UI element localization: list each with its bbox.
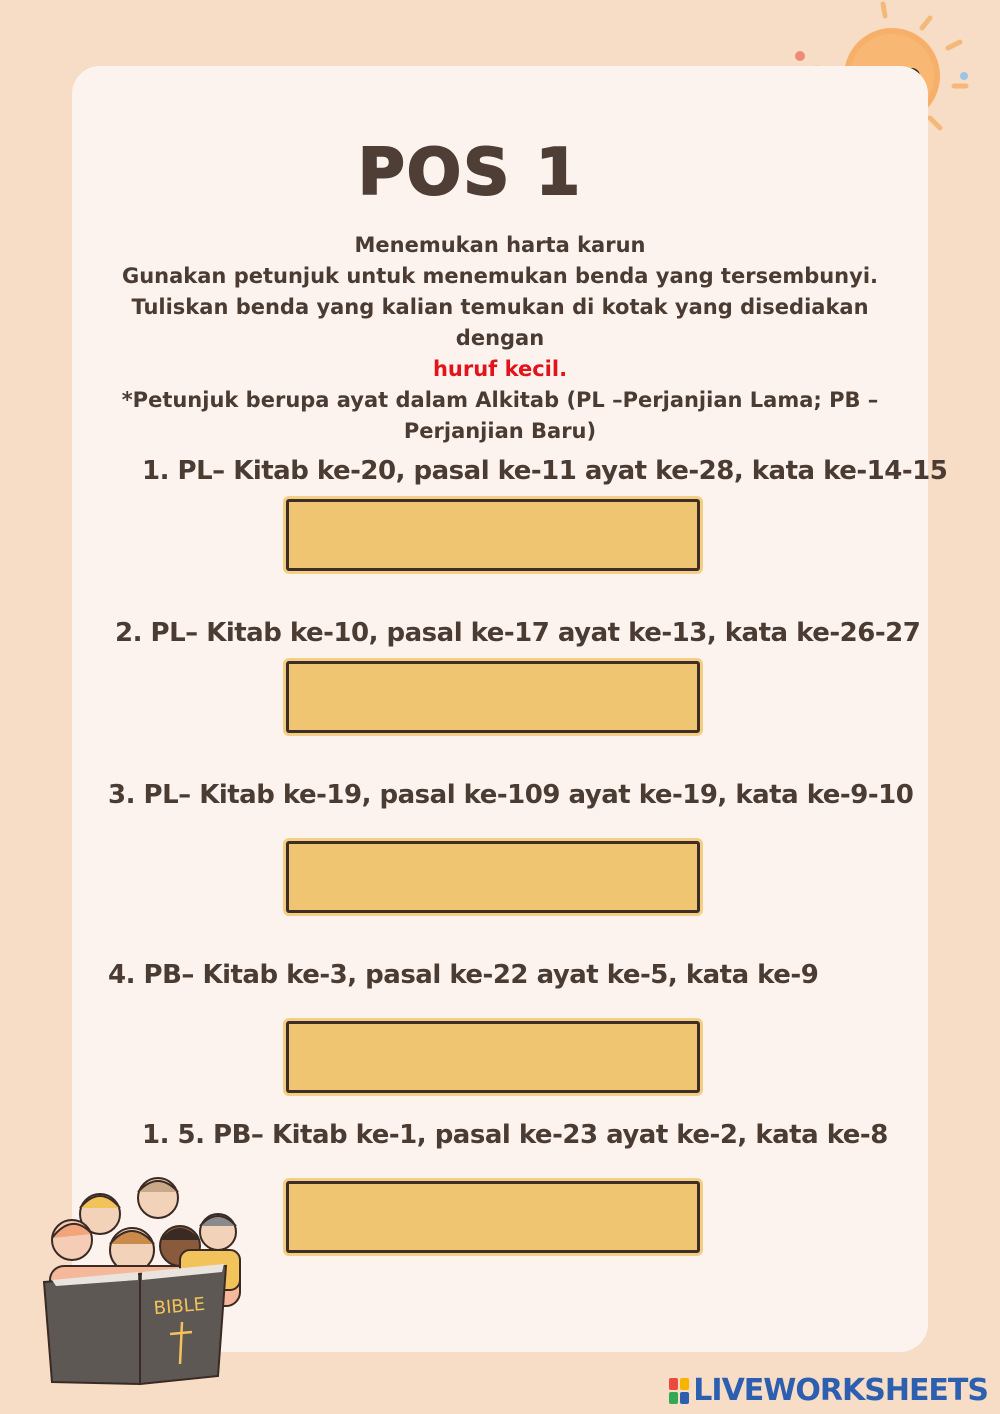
answer-input-2[interactable] xyxy=(286,661,700,733)
instructions-line: dengan xyxy=(455,326,545,350)
instructions xyxy=(120,230,880,447)
instructions-line: Gunakan petunjuk untuk menemukan benda yang tersembunyi. xyxy=(121,264,878,288)
question-1: 1. PL– Kitab ke-20, pasal ke-11 ayat ke-28, kata ke-14-15 xyxy=(142,456,948,486)
instructions-line: Perjanjian Baru) xyxy=(403,419,597,443)
question-4: 4. PB– Kitab ke-3, pasal ke-22 ayat ke-5, kata ke-9 xyxy=(108,960,819,990)
answer-input-5[interactable] xyxy=(286,1181,700,1253)
question-5: 1. 5. PB– Kitab ke-1, pasal ke-23 ayat ke-2, kata ke-8 xyxy=(142,1120,888,1150)
liveworksheets-logo-icon xyxy=(669,1378,689,1404)
instructions-line: Menemukan harta karun xyxy=(354,233,646,257)
instructions-line: *Petunjuk berupa ayat dalam Alkitab (PL –Perjanjian Lama; PB – xyxy=(121,388,879,412)
answer-input-1[interactable] xyxy=(286,499,700,571)
brand-name: LIVEWORKSHEETS xyxy=(693,1373,988,1408)
lowercase-highlight: huruf kecil. xyxy=(432,357,568,381)
page-title: POS 1 xyxy=(357,136,583,210)
question-3: 3. PL– Kitab ke-19, pasal ke-109 ayat ke-19, kata ke-9-10 xyxy=(108,780,914,810)
bible-label: BIBLE xyxy=(152,1293,206,1320)
answer-input-3[interactable] xyxy=(286,841,700,913)
liveworksheets-logo xyxy=(669,1373,988,1408)
instructions-line: Tuliskan benda yang kalian temukan di kotak yang disediakan xyxy=(131,295,869,319)
question-2: 2. PL– Kitab ke-10, pasal ke-17 ayat ke-13, kata ke-26-27 xyxy=(115,618,921,648)
children-reading-bible-icon xyxy=(30,1170,260,1390)
answer-input-4[interactable] xyxy=(286,1021,700,1093)
